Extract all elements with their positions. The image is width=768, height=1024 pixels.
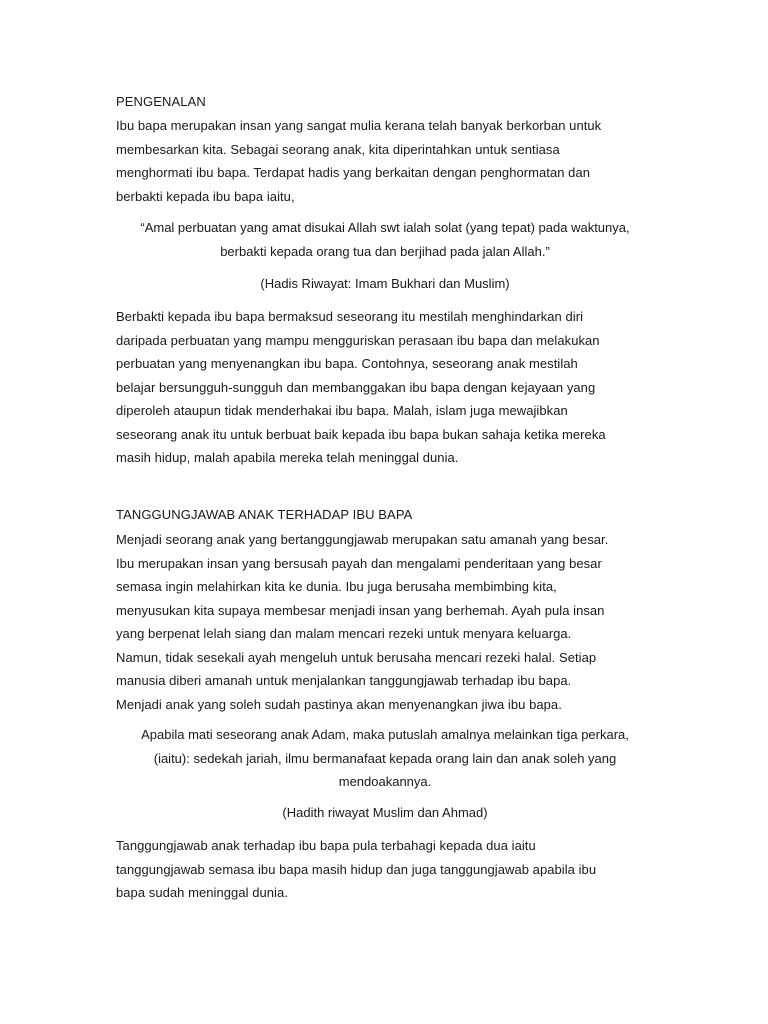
intro-paragraph — [116, 114, 656, 208]
quote-line: Apabila mati seseorang anak Adam, maka putuslah amalnya melainkan tiga perkara, — [141, 727, 629, 742]
text-line: tanggungjawab semasa ibu bapa masih hidup dan juga tanggungjawab apabila ibu — [116, 861, 597, 877]
text-line: perbuatan yang menyenangkan ibu bapa. Contohnya, seseorang anak mestilah — [116, 356, 578, 371]
text-line: daripada perbuatan yang mampu mengguriskan perasaan ibu bapa dan melakukan — [116, 332, 600, 348]
hadith-source — [60, 801, 710, 825]
text-line: Berbakti kepada ibu bapa bermaksud seseorang itu mestilah menghindarkan diri — [116, 309, 584, 324]
text-line: Namun, tidak sesekali ayah mengeluh untuk berusaha mencari rezeki halal. Setiap — [116, 649, 597, 665]
section-heading-pengenalan: PENGENALAN — [116, 94, 206, 109]
text-line: seseorang anak itu untuk berbuat baik kepada ibu bapa bukan sahaja ketika mereka — [116, 426, 606, 442]
text-line: menyusukan kita supaya membesar menjadi insan yang berhemah. Ayah pula insan — [116, 602, 605, 618]
quote-line: “Amal perbuatan yang amat disukai Allah swt ialah solat (yang tepat) pada waktunya, — [140, 220, 630, 235]
text-line: manusia diberi amanah untuk menjalankan tanggungjawab terhadap ibu bapa. — [116, 673, 572, 688]
text-line: berbakti kepada ibu bapa iaitu, — [116, 188, 295, 204]
text-line: Tanggungjawab anak terhadap ibu bapa pula terbahagi kepada dua iaitu — [116, 838, 536, 853]
hadith-quote — [60, 216, 710, 263]
text-line: Ibu merupakan insan yang bersusah payah dan mengalami penderitaan yang besar — [116, 555, 602, 571]
body-paragraph — [116, 305, 656, 470]
quote-line: mendoakannya. — [338, 774, 432, 789]
body-paragraph — [116, 834, 656, 905]
text-line: masih hidup, malah apabila mereka telah meninggal dunia. — [116, 450, 459, 465]
section-heading-tanggungjawab: TANGGUNGJAWAB ANAK TERHADAP IBU BAPA — [116, 507, 413, 522]
text-line: belajar bersungguh-sungguh dan membanggakan ibu bapa dengan kejayaan yang — [116, 379, 596, 395]
text-line: semasa ingin melahirkan kita ke dunia. Ibu juga berusaha membimbing kita, — [116, 579, 557, 594]
text-line: Menjadi seorang anak yang bertanggungjawab merupakan satu amanah yang besar. — [116, 532, 609, 547]
intro-paragraph — [116, 528, 656, 716]
quote-source: (Hadith riwayat Muslim dan Ahmad) — [282, 805, 488, 820]
text-line: membesarkan kita. Sebagai seorang anak, kita diperintahkan untuk sentiasa — [116, 141, 560, 157]
text-line: bapa sudah meninggal dunia. — [116, 885, 288, 900]
text-line: menghormati ibu bapa. Terdapat hadis yang berkaitan dengan penghormatan dan — [116, 165, 591, 180]
quote-line: (iaitu): sedekah jariah, ilmu bermanafaat kepada orang lain dan anak soleh yang — [153, 750, 617, 766]
text-line: Ibu bapa merupakan insan yang sangat mulia kerana telah banyak berkorban untuk — [116, 118, 602, 133]
quote-line: berbakti kepada orang tua dan berjihad pada jalan Allah.” — [220, 243, 550, 259]
text-line: diperoleh ataupun tidak menderhakai ibu bapa. Malah, islam juga mewajibkan — [116, 403, 568, 418]
hadith-source — [60, 272, 710, 296]
text-line: yang berpenat lelah siang dan malam mencari rezeki untuk menyara keluarga. — [116, 626, 572, 641]
text-line: Menjadi anak yang soleh sudah pastinya akan menyenangkan jiwa ibu bapa. — [116, 696, 562, 712]
quote-source: (Hadis Riwayat: Imam Bukhari dan Muslim) — [260, 276, 510, 291]
hadith-quote — [60, 723, 710, 794]
